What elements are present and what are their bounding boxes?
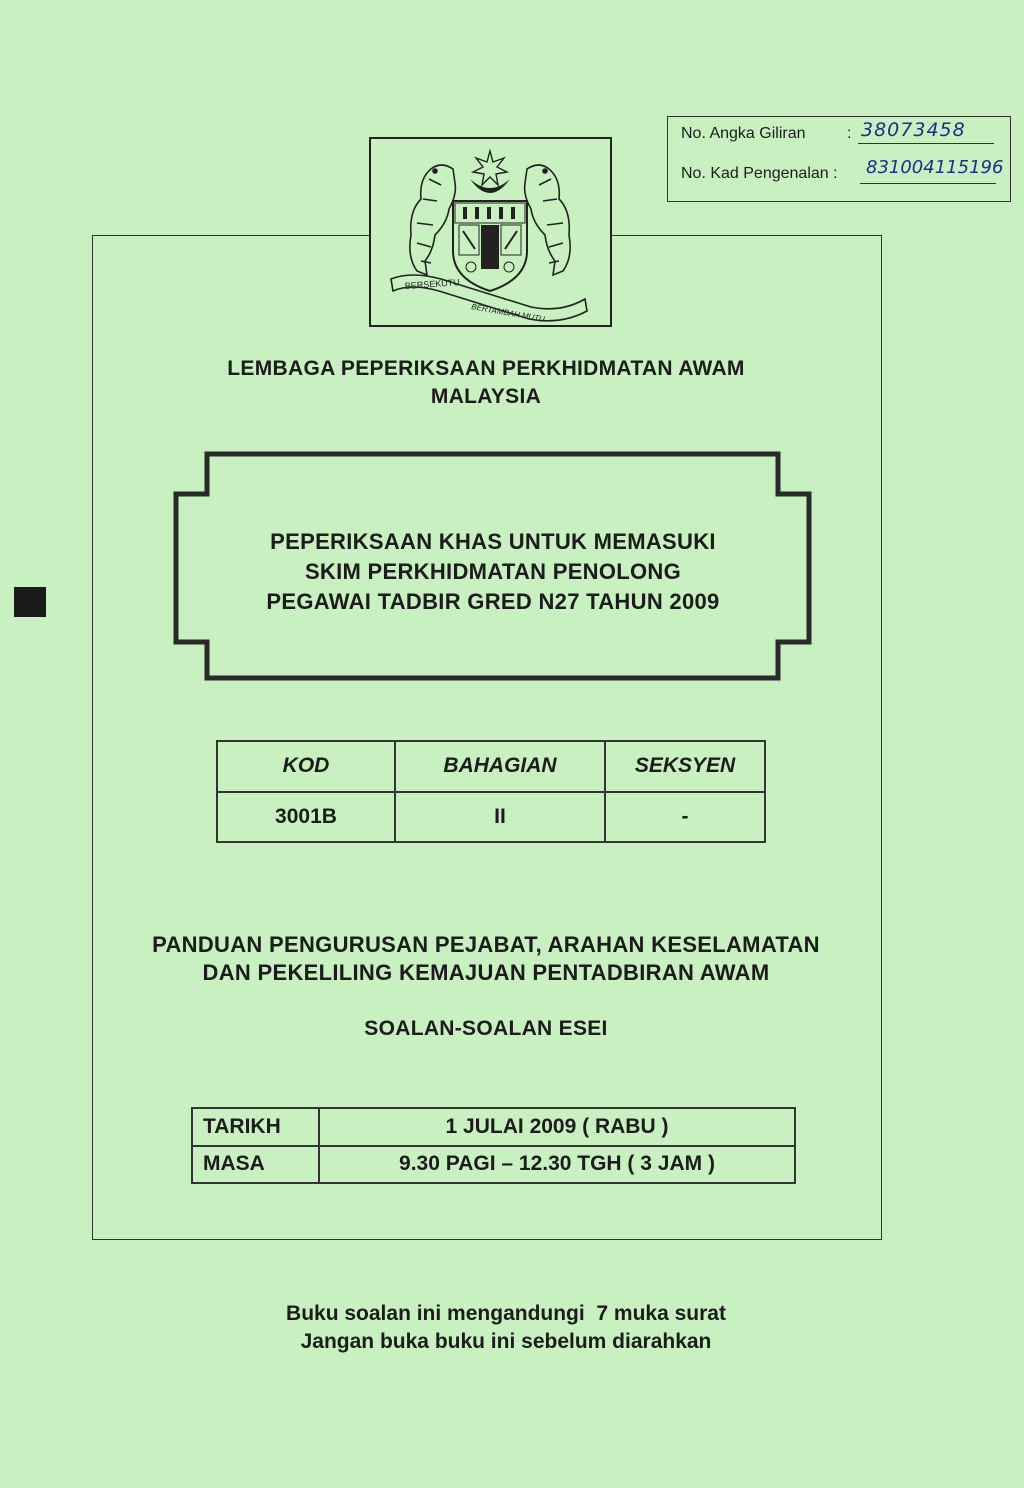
candidate-number-label: No. Angka Giliran bbox=[681, 125, 806, 142]
exam-title-line3: PEGAWAI TADBIR GRED N27 TAHUN 2009 bbox=[266, 589, 720, 614]
candidate-info-box bbox=[667, 116, 1011, 202]
code-table-header-row bbox=[217, 741, 765, 792]
coat-of-arms-icon bbox=[371, 139, 610, 325]
exam-title-line1: PEPERIKSAAN KHAS UNTUK MEMASUKI bbox=[270, 529, 716, 554]
time-value: 9.30 PAGI – 12.30 TGH ( 3 JAM ) bbox=[319, 1146, 795, 1184]
date-label: TARIKH bbox=[192, 1108, 319, 1146]
ic-number-value[interactable]: 831004115196 bbox=[866, 157, 1004, 178]
section-header: SEKSYEN bbox=[605, 741, 765, 792]
footer-note bbox=[0, 1300, 1012, 1356]
section-value: - bbox=[605, 792, 765, 843]
date-value: 1 JULAI 2009 ( RABU ) bbox=[319, 1108, 795, 1146]
footer-line2: Jangan buka buku ini sebelum diarahkan bbox=[300, 1330, 712, 1353]
binding-mark bbox=[14, 587, 46, 617]
ic-number-label: No. Kad Pengenalan : bbox=[681, 165, 838, 182]
date-row bbox=[192, 1108, 795, 1146]
subject-line2: DAN PEKELILING KEMAJUAN PENTADBIRAN AWAM bbox=[202, 960, 770, 985]
organization-name bbox=[92, 355, 880, 411]
part-header: BAHAGIAN bbox=[395, 741, 605, 792]
footer-line1: Buku soalan ini mengandungi 7 muka surat bbox=[286, 1302, 726, 1325]
organization-line2: MALAYSIA bbox=[430, 385, 542, 408]
part-value: II bbox=[395, 792, 605, 843]
code-header: KOD bbox=[217, 741, 395, 792]
subject-title bbox=[92, 931, 880, 987]
organization-line1: LEMBAGA PEPERIKSAAN PERKHIDMATAN AWAM bbox=[227, 357, 745, 380]
code-value: 3001B bbox=[217, 792, 395, 843]
exam-title-line2: SKIM PERKHIDMATAN PENOLONG bbox=[304, 559, 682, 584]
subject-line1: PANDUAN PENGURUSAN PEJABAT, ARAHAN KESELAMATAN bbox=[152, 932, 820, 957]
scroll-bottom-text: BERTAMBAH MUTU bbox=[470, 302, 546, 324]
question-type: SOALAN-SOALAN ESEI bbox=[364, 1017, 608, 1040]
time-row bbox=[192, 1146, 795, 1184]
schedule-table bbox=[191, 1107, 796, 1184]
code-table bbox=[216, 740, 766, 843]
code-table-value-row bbox=[217, 792, 765, 843]
emblem-box bbox=[369, 137, 612, 327]
candidate-number-colon: : bbox=[847, 125, 852, 142]
scroll-left-text: BERSEKUTU bbox=[404, 277, 461, 291]
candidate-number-underline bbox=[858, 143, 994, 144]
exam-title bbox=[176, 527, 810, 617]
time-label: MASA bbox=[192, 1146, 319, 1184]
ic-number-underline bbox=[860, 183, 996, 184]
candidate-number-value[interactable]: 38073458 bbox=[861, 119, 966, 141]
